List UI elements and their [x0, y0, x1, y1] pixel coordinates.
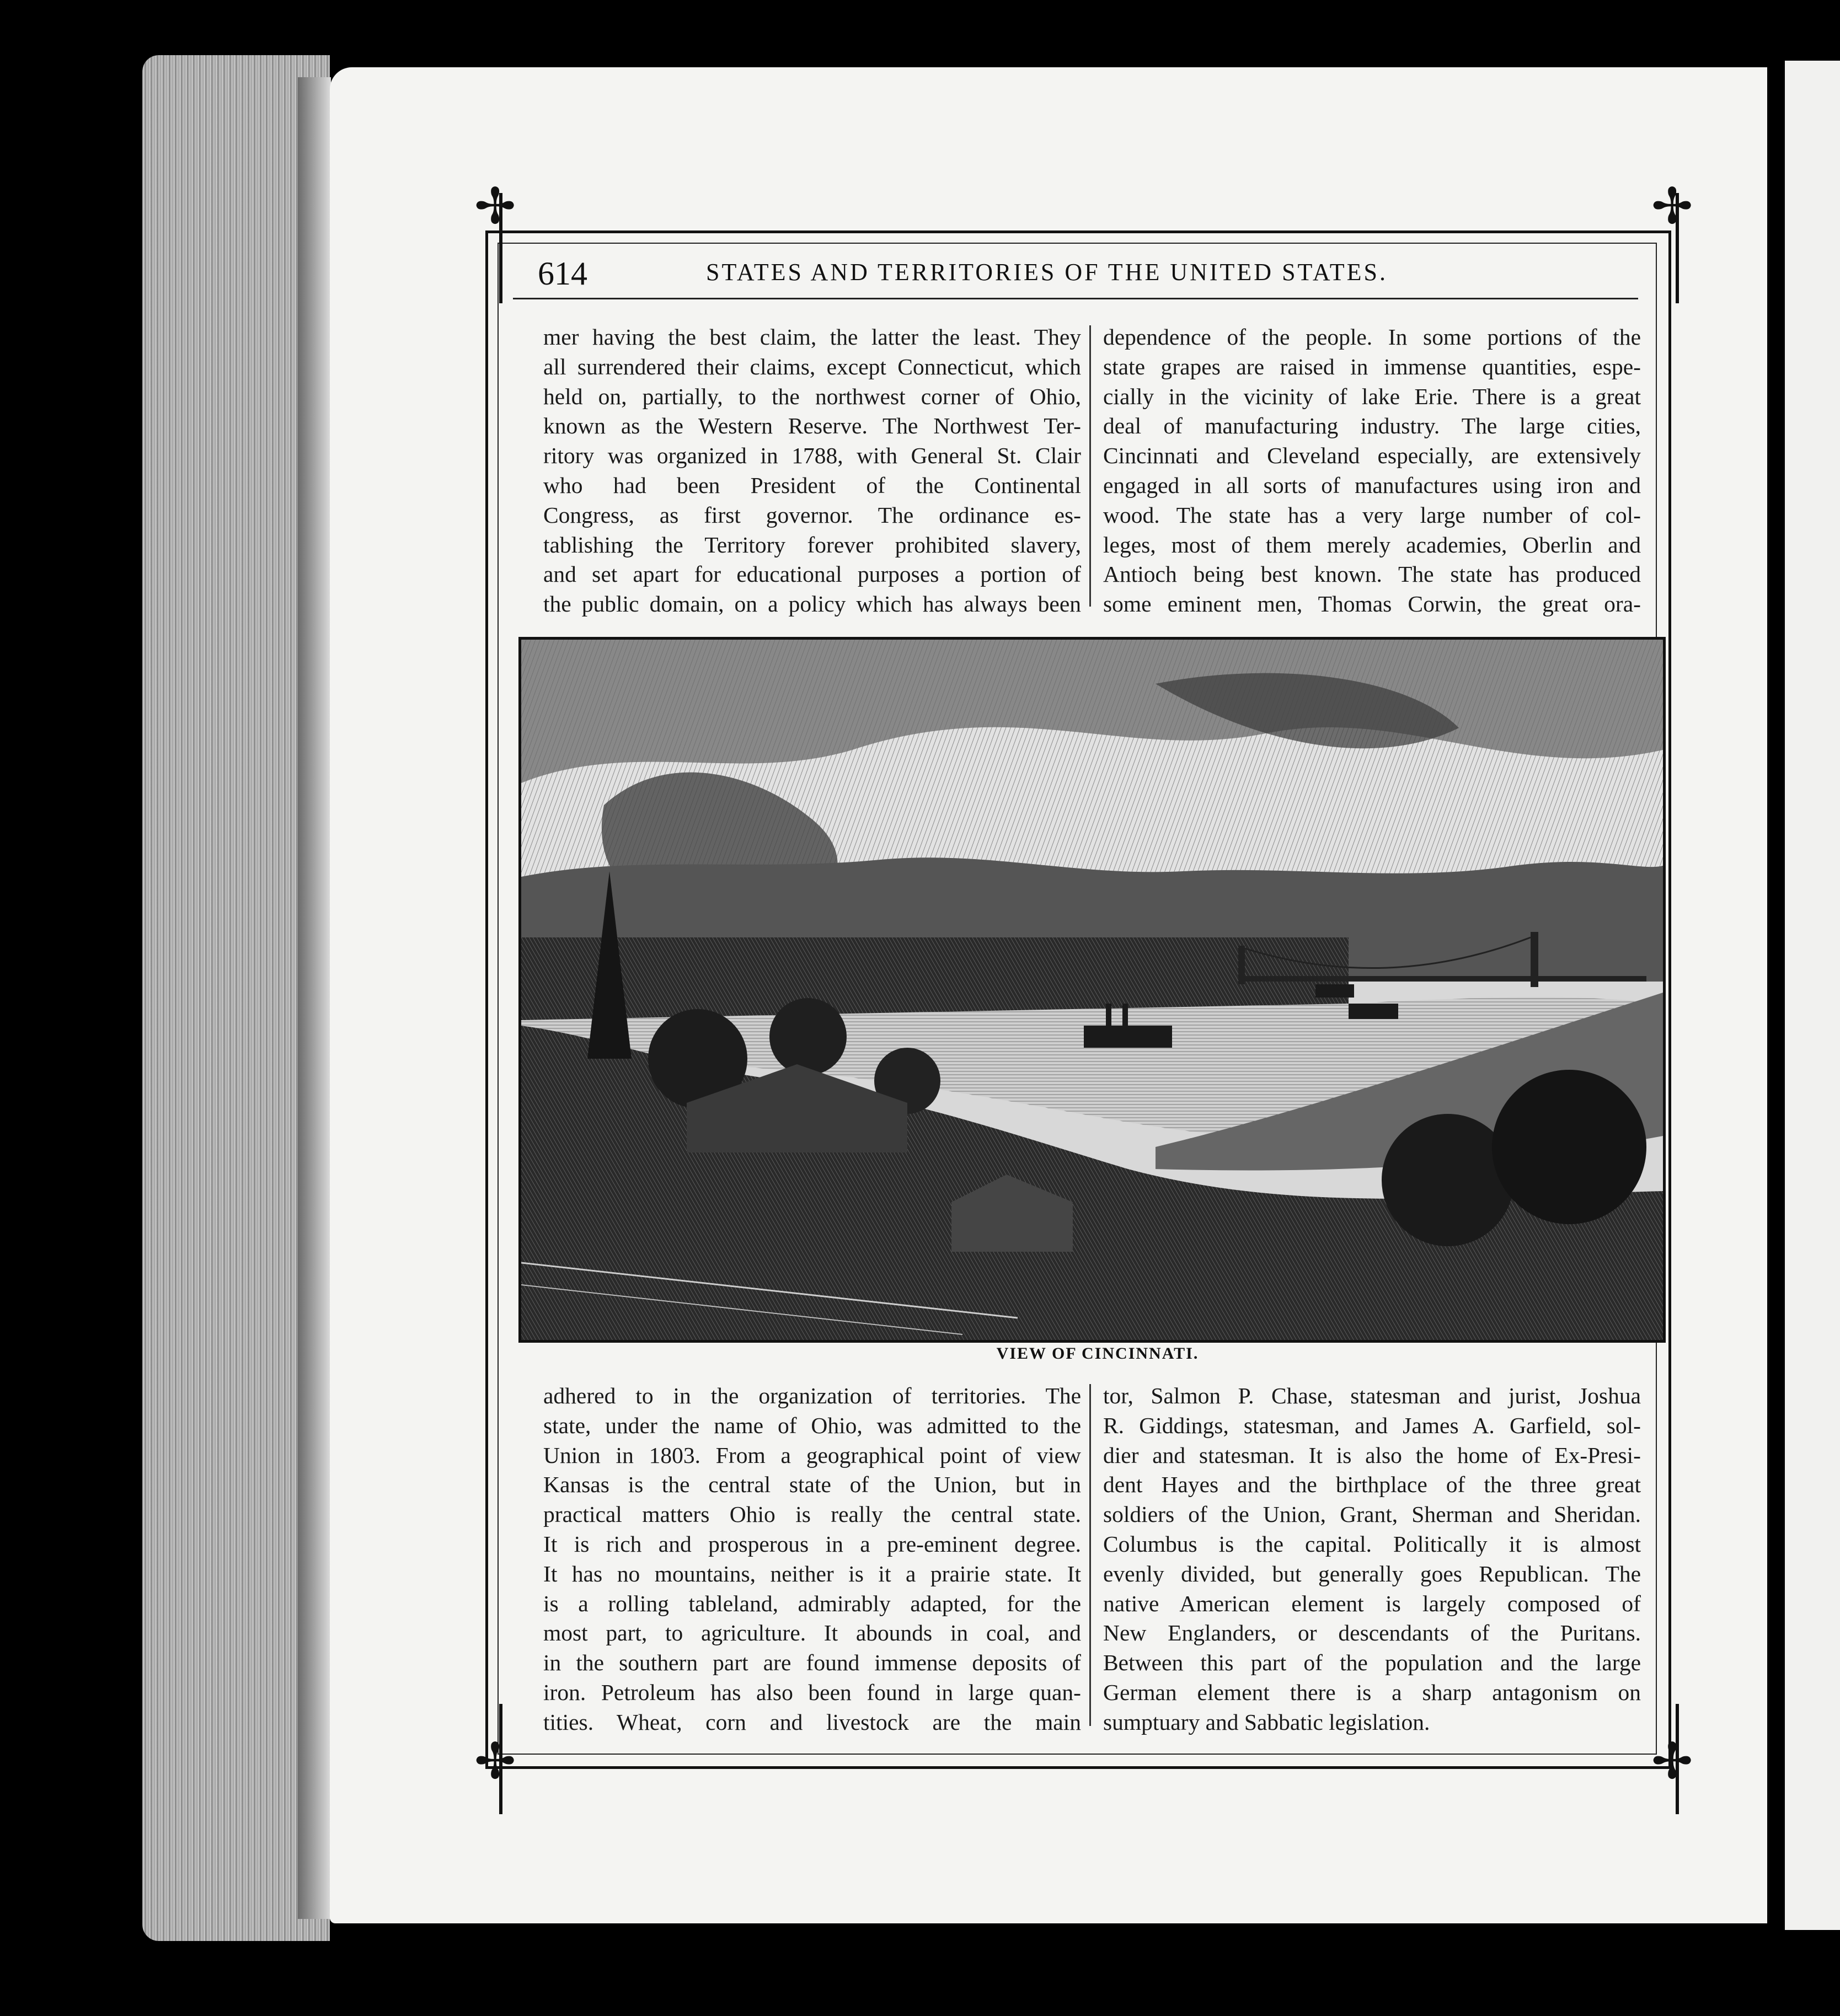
- text-line: all surrendered their claims, except Connecticut, which: [543, 353, 1081, 379]
- text-column-top-left: [543, 323, 1081, 619]
- illustration-caption: VIEW OF CINCINNATI.: [996, 1344, 1199, 1363]
- text-line: dependence of the people. In some portions of the: [1103, 324, 1641, 350]
- text-line: dent Hayes and the birthplace of the three great: [1103, 1472, 1641, 1498]
- fleuron-top-right-icon: ✢: [1651, 178, 1693, 235]
- text-line: tor, Salmon P. Chase, statesman and jurist, Joshua: [1103, 1383, 1641, 1408]
- text-column-bottom-right: [1103, 1381, 1641, 1738]
- text-line: leges, most of them merely academies, Oberlin and: [1103, 532, 1641, 557]
- text-line: sumptuary and Sabbatic legislation.: [1103, 1709, 1430, 1735]
- text-line: New Englanders, or descendants of the Puritans.: [1103, 1620, 1641, 1646]
- text-line: tities. Wheat, corn and livestock are the main: [543, 1709, 1081, 1735]
- text-line: cially in the vicinity of lake Erie. There is a great: [1103, 383, 1641, 409]
- text-line: tablishing the Territory forever prohibited slavery,: [543, 532, 1081, 557]
- text-line: state grapes are raised in immense quantities, espe-: [1103, 353, 1641, 379]
- text-line: engaged in all sorts of manufactures using iron and: [1103, 472, 1641, 498]
- text-line: is a rolling tableland, admirably adapted, for the: [543, 1590, 1081, 1616]
- running-head: STATES AND TERRITORIES OF THE UNITED STATES.: [706, 259, 1388, 286]
- fleuron-bottom-right-icon: ✢: [1651, 1733, 1693, 1790]
- text-line: who had been President of the Continental: [543, 472, 1081, 498]
- text-line: deal of manufacturing industry. The large cities,: [1103, 413, 1641, 439]
- header-rule: [513, 298, 1638, 299]
- book-spine-shadow: [298, 77, 331, 1919]
- text-line: R. Giddings, statesman, and James A. Garfield, sol-: [1103, 1412, 1641, 1438]
- text-line: iron. Petroleum has also been found in large quan-: [543, 1679, 1081, 1705]
- text-line: known as the Western Reserve. The Northwest Ter-: [543, 413, 1081, 439]
- text-line: Kansas is the central state of the Union, but in: [543, 1472, 1081, 1498]
- text-line: evenly divided, but generally goes Republican. The: [1103, 1561, 1641, 1586]
- text-line: wood. The state has a very large number of col-: [1103, 502, 1641, 528]
- text-line: Antioch being best known. The state has produced: [1103, 561, 1641, 587]
- text-line: Congress, as first governor. The ordinance es-: [543, 502, 1081, 528]
- text-line: dier and statesman. It is also the home of Ex-Presi-: [1103, 1442, 1641, 1468]
- text-line: It has no mountains, neither is it a prairie state. It: [543, 1561, 1081, 1586]
- facing-page-edge: [1785, 61, 1840, 1930]
- column-rule-bottom: [1089, 1384, 1091, 1726]
- text-line: native American element is largely composed of: [1103, 1590, 1641, 1616]
- text-line: some eminent men, Thomas Corwin, the great ora-: [1103, 591, 1641, 617]
- text-line: Union in 1803. From a geographical point of view: [543, 1442, 1081, 1468]
- text-line: German element there is a sharp antagonism on: [1103, 1679, 1641, 1705]
- text-line: Between this part of the population and the large: [1103, 1650, 1641, 1676]
- text-line: in the southern part are found immense deposits of: [543, 1650, 1081, 1676]
- text-column-bottom-left: [543, 1381, 1081, 1738]
- column-rule-top: [1089, 325, 1091, 607]
- text-line: soldiers of the Union, Grant, Sherman and Sheridan.: [1103, 1502, 1641, 1527]
- text-line: Columbus is the capital. Politically it is almost: [1103, 1531, 1641, 1557]
- text-line: most part, to agriculture. It abounds in coal, and: [543, 1620, 1081, 1646]
- text-line: ritory was organized in 1788, with General St. Clair: [543, 443, 1081, 469]
- text-line: adhered to in the organization of territories. The: [543, 1383, 1081, 1408]
- text-line: the public domain, on a policy which has always been: [543, 591, 1081, 617]
- text-line: practical matters Ohio is really the central state.: [543, 1502, 1081, 1527]
- text-line: It is rich and prosperous in a pre-eminent degree.: [543, 1531, 1081, 1557]
- text-line: Cincinnati and Cleveland especially, are extensively: [1103, 443, 1641, 469]
- text-line: and set apart for educational purposes a portion of: [543, 561, 1081, 587]
- text-line: held on, partially, to the northwest corner of Ohio,: [543, 383, 1081, 409]
- fleuron-bottom-left-icon: ✢: [474, 1733, 516, 1790]
- text-line: mer having the best claim, the latter the least. They: [543, 324, 1081, 350]
- text-line: state, under the name of Ohio, was admitted to the: [543, 1412, 1081, 1438]
- fleuron-top-left-icon: ✢: [474, 178, 516, 235]
- engraving-view-of-cincinnati: [518, 637, 1666, 1343]
- page-number: 614: [538, 255, 587, 292]
- text-column-top-right: [1103, 323, 1641, 619]
